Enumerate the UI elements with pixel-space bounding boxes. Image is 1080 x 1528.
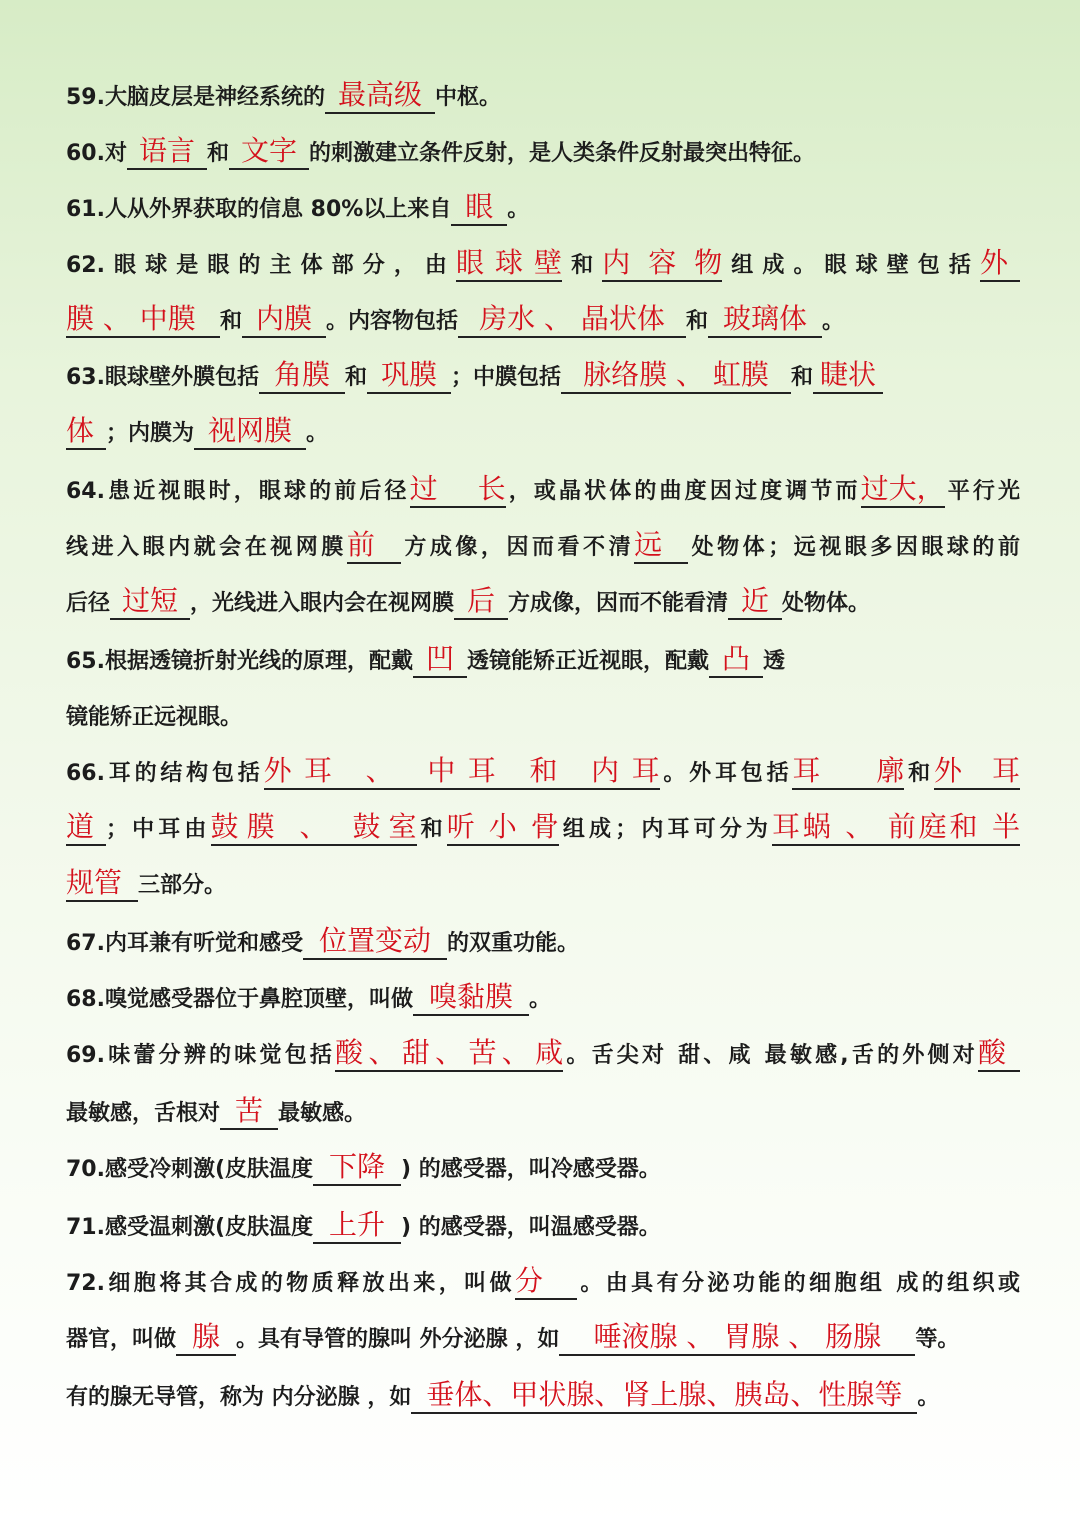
question-text: 。由具有分泌功能的细胞组 成的组织或	[576, 1271, 1020, 1296]
answer-blank: 酸、甜、苦、咸	[335, 1036, 563, 1072]
question-64-line-2	[66, 528, 1020, 568]
question-71	[66, 1208, 1020, 1248]
question-61	[66, 190, 1020, 230]
answer-blank: 耳廓	[792, 754, 904, 790]
question-text: ；中耳由	[106, 817, 211, 842]
answer-blank: 玻璃体	[708, 302, 822, 338]
question-text: 和	[791, 365, 814, 390]
question-59	[66, 78, 1020, 118]
answer-blank: 最高级	[325, 78, 435, 114]
question-text: 组成。眼球壁包括	[722, 253, 980, 278]
answer-blank: 前	[347, 528, 401, 564]
answer-blank: 听小骨	[447, 810, 559, 846]
answer-blank: 垂体、甲状腺、肾上腺、胰岛、性腺等	[411, 1378, 917, 1414]
answer-blank: 过大，	[861, 472, 945, 508]
answer-blank: 外	[980, 246, 1020, 282]
question-text: 方成像，因而看不清	[400, 535, 635, 560]
question-62-line-2	[66, 302, 1020, 342]
question-text: 有的腺无导管，称为 内分泌腺 ，如	[66, 1385, 412, 1410]
question-66-line-1	[66, 754, 1020, 794]
answer-blank: 视网膜	[194, 414, 306, 450]
question-65-line-2	[66, 698, 1020, 738]
answer-blank: 嗅黏膜	[413, 980, 529, 1016]
question-text: 67.内耳兼有听觉和感受	[66, 931, 303, 956]
question-64-line-1	[66, 472, 1020, 512]
question-text: 和	[220, 309, 243, 334]
question-69-line-2	[66, 1094, 1020, 1134]
question-text: 透镜能矫正近视眼，配戴	[466, 649, 709, 674]
question-text: 和	[904, 761, 934, 786]
question-text: ) 的感受器，叫温感受器。	[401, 1215, 661, 1240]
question-text: 。舌尖对 甜、咸 最敏感,舌的外侧对	[563, 1043, 978, 1068]
answer-blank: 语言	[127, 134, 207, 170]
question-text: 66.耳的结构包括	[66, 761, 264, 786]
answer-blank: 脉络膜 、 虹膜	[561, 358, 791, 394]
question-text: 和	[206, 141, 229, 166]
answer-blank: 睫状	[813, 358, 883, 394]
answer-blank: 规管	[66, 866, 138, 902]
answer-blank: 体	[66, 414, 106, 450]
question-67	[66, 924, 1020, 964]
question-text: 59.大脑皮层是神经系统的	[66, 85, 325, 110]
question-text: 70.感受冷刺激(皮肤温度	[66, 1157, 314, 1182]
answer-blank: 唾液腺 、 胃腺 、 肠腺	[559, 1320, 915, 1356]
question-65-line-1	[66, 642, 1020, 682]
question-72-line-3	[66, 1378, 1020, 1418]
question-text: 64.患近视眼时，眼球的前后径	[66, 479, 410, 504]
question-text: 。	[306, 421, 329, 446]
question-text: 器官，叫做	[66, 1327, 177, 1352]
question-68	[66, 980, 1020, 1020]
answer-blank: 外耳	[934, 754, 1020, 790]
question-text: ；中膜包括	[451, 365, 562, 390]
question-text: 组成；内耳可分为	[558, 817, 772, 842]
question-text: 60.对	[66, 141, 127, 166]
question-text: 62.眼球是眼的主体部分，由	[66, 253, 457, 278]
question-text: 。	[528, 987, 551, 1012]
answer-blank: 眼球壁	[456, 246, 562, 282]
question-text: 最敏感，舌根对	[66, 1101, 221, 1126]
answer-blank: 苦	[220, 1094, 278, 1130]
question-text: 中枢。	[434, 85, 501, 110]
answer-blank: 过长	[410, 472, 506, 508]
question-text: 和	[416, 817, 447, 842]
question-text: 61.人从外界获取的信息 80%以上来自	[66, 197, 452, 222]
answer-blank: 凸	[709, 642, 763, 678]
answer-blank: 内膜	[242, 302, 326, 338]
question-72-line-1	[66, 1264, 1020, 1304]
question-text: 线进入眼内就会在视网膜	[66, 535, 347, 560]
question-text: ) 的感受器，叫冷感受器。	[401, 1157, 661, 1182]
question-text: 69.味蕾分辨的味觉包括	[66, 1043, 336, 1068]
question-63-line-2	[66, 414, 1020, 454]
question-text: 和	[686, 309, 709, 334]
answer-blank: 文字	[229, 134, 309, 170]
answer-blank: 上升	[313, 1208, 401, 1244]
question-66-line-2	[66, 810, 1020, 850]
question-text: 等。	[915, 1327, 960, 1352]
question-text: 71.感受温刺激(皮肤温度	[66, 1215, 314, 1240]
answer-blank: 鼓膜 、 鼓室	[211, 810, 417, 846]
question-60	[66, 134, 1020, 174]
question-text: 的双重功能。	[446, 931, 579, 956]
question-text: 。外耳包括	[659, 761, 793, 786]
question-text: 。	[822, 309, 845, 334]
question-66-line-3	[66, 866, 1020, 906]
question-text: 三部分。	[138, 873, 227, 898]
answer-blank: 耳蜗 、 前庭和 半	[772, 810, 1020, 846]
answer-blank: 角膜	[259, 358, 345, 394]
question-64-line-3	[66, 584, 1020, 624]
answer-blank: 后	[454, 584, 508, 620]
question-text: 方成像，因而不能看清	[508, 591, 729, 616]
question-63-line-1	[66, 358, 1020, 398]
answer-blank: 位置变动	[303, 924, 447, 960]
question-text: 和	[562, 253, 603, 278]
question-text: 和	[344, 365, 367, 390]
answer-blank: 眼	[451, 190, 507, 226]
question-text: ，或晶状体的曲度因过度调节而	[505, 479, 861, 504]
answer-blank: 外耳 、 中耳 和 内耳	[264, 754, 660, 790]
question-text: 65.根据透镜折射光线的原理，配戴	[66, 649, 413, 674]
answer-blank: 内容物	[602, 246, 722, 282]
question-text: 平行光	[944, 479, 1020, 504]
question-70	[66, 1150, 1020, 1190]
question-text: 63.眼球壁外膜包括	[66, 365, 259, 390]
question-text: 镜能矫正远视眼。	[66, 705, 243, 730]
answer-blank: 过短	[110, 584, 190, 620]
question-text: 透	[763, 649, 786, 674]
answer-blank: 酸	[978, 1036, 1020, 1072]
question-text: 72.细胞将其合成的物质释放出来，叫做	[66, 1271, 515, 1296]
answer-blank: 腺	[176, 1320, 236, 1356]
question-62-line-1	[66, 246, 1020, 286]
answer-blank: 房水 、 晶状体	[458, 302, 686, 338]
question-text: 。内容物包括	[326, 309, 459, 334]
answer-blank: 巩膜	[367, 358, 451, 394]
question-text: 处物体；远视眼多因眼球的前	[688, 535, 1020, 560]
question-text: 后径	[66, 591, 111, 616]
answer-blank: 膜 、 中膜	[66, 302, 220, 338]
question-text: 的刺激建立条件反射，是人类条件反射最突出特征。	[309, 141, 816, 166]
question-text: 处物体。	[782, 591, 871, 616]
answer-blank: 近	[728, 584, 782, 620]
question-text: 。	[917, 1385, 940, 1410]
answer-blank: 远	[634, 528, 688, 564]
question-text: 。具有导管的腺叫 外分泌腺 ，如	[236, 1327, 560, 1352]
question-text: 68.嗅觉感受器位于鼻腔顶壁，叫做	[66, 987, 413, 1012]
question-72-line-2	[66, 1320, 1020, 1360]
answer-blank: 下降	[313, 1150, 401, 1186]
question-text: ，光线进入眼内会在视网膜	[190, 591, 455, 616]
answer-blank: 凹	[413, 642, 467, 678]
question-69-line-1	[66, 1036, 1020, 1076]
answer-blank: 道	[66, 810, 106, 846]
question-text: 最敏感。	[278, 1101, 367, 1126]
question-text: 。	[507, 197, 530, 222]
answer-blank: 分	[515, 1264, 577, 1300]
question-text: ；内膜为	[106, 421, 195, 446]
